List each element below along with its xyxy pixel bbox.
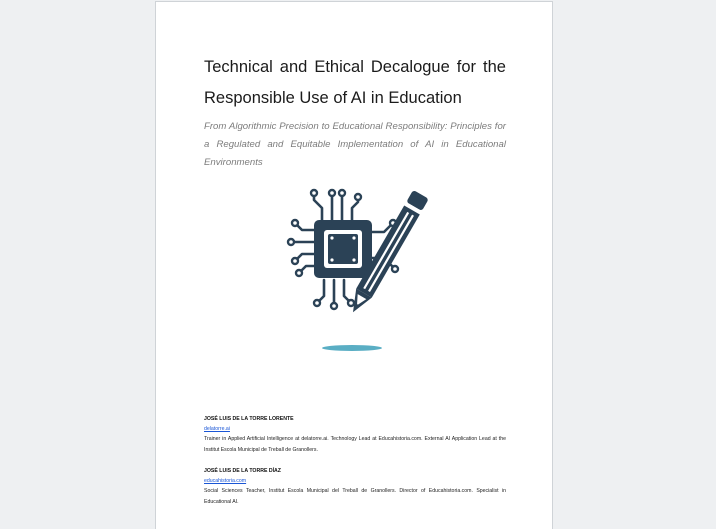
author-website-link[interactable]: delatorre.ai [204, 426, 230, 432]
authors-section [204, 414, 506, 518]
author-name: JOSÉ LUIS DE LA TORRE LORENTE [204, 416, 294, 422]
author-bio: Trainer in Applied Artificial Intelligence at delatorre.ai. Technology Lead at Educahistoria.com. External AI Application Lead at the Institut Escola Municipal de Treball de Granollers. [204, 436, 506, 453]
author-block [204, 466, 506, 507]
ai-chip-pencil-icon [284, 186, 430, 354]
document-subtitle: From Algorithmic Precision to Educational Responsibility: Principles for a Regulated and Equitable Implementation of AI in Educational Environments [204, 121, 506, 168]
author-bio: Social Sciences Teacher, Institut Escola Municipal del Treball de Granollers. Director of Educahistoria.com. Specialist in Educational AI. [204, 488, 506, 505]
author-website-link[interactable]: educahistoria.com [204, 478, 247, 484]
document-page [155, 1, 553, 529]
document-title: Technical and Ethical Decalogue for the Responsible Use of AI in Education [204, 58, 506, 107]
author-name: JOSÉ LUIS DE LA TORRE DÍAZ [204, 468, 281, 474]
author-block [204, 414, 506, 455]
